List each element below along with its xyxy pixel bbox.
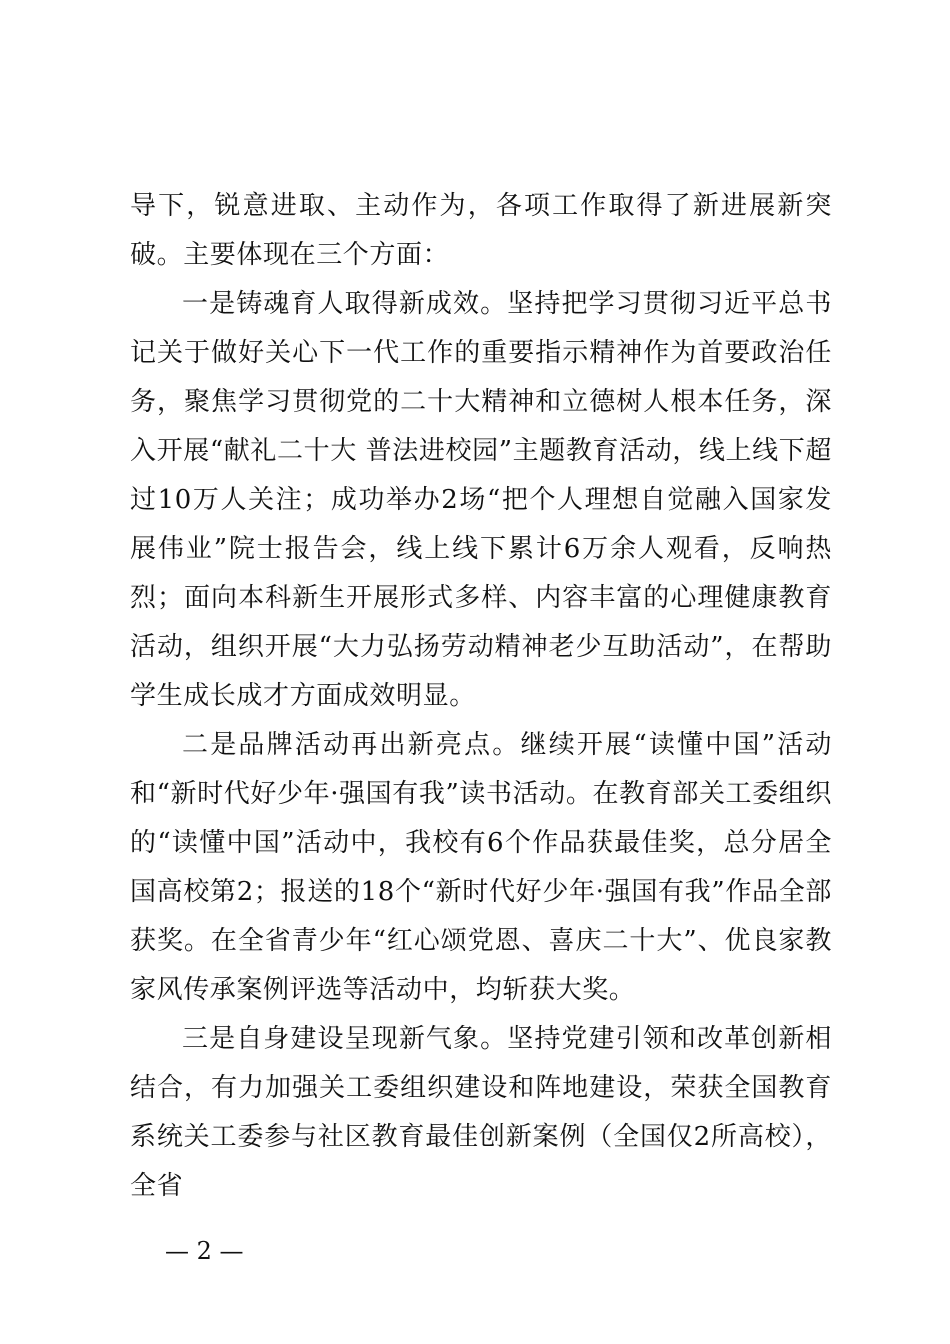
paragraph-brand-activities: 二是品牌活动再出新亮点。继续开展“读懂中国”活动和“新时代好少年·强国有我”读书活动。在教育部关工委组织的“读懂中国”活动中，我校有6个作品获最佳奖，总分居全国高校第2；报送的18个“新时代好少年·强国有我”作品全部获奖。在全省青少年“红心颂党恩、喜庆二十大”、优良家教家风传承案例评选等活动中，均斩获大奖。 bbox=[130, 730, 832, 1005]
document-body bbox=[130, 182, 832, 1211]
paragraph-self-construction: 三是自身建设呈现新气象。坚持党建引领和改革创新相结合，有力加强关工委组织建设和阵地建设，荣获全国教育系统关工委参与社区教育最佳创新案例（全国仅2所高校），全省 bbox=[130, 1024, 832, 1201]
page-number: — 2 — bbox=[165, 1237, 244, 1265]
paragraph-intro-continuation: 导下，锐意进取、主动作为，各项工作取得了新进展新突破。主要体现在三个方面： bbox=[130, 191, 832, 270]
paragraph-soul-casting: 一是铸魂育人取得新成效。坚持把学习贯彻习近平总书记关于做好关心下一代工作的重要指示精神作为首要政治任务，聚焦学习贯彻党的二十大精神和立德树人根本任务，深入开展“献礼二十大 普法进校园”主题教育活动，线上线下超过10万人关注；成功举办2场“把个人理想自觉融入国家发展伟业”院士报告会，线上线下累计6万余人观看，反响热烈；面向本科新生开展形式多样、内容丰富的心理健康教育活动，组织开展“大力弘扬劳动精神老少互助活动”，在帮助学生成长成才方面成效明显。 bbox=[130, 289, 832, 711]
